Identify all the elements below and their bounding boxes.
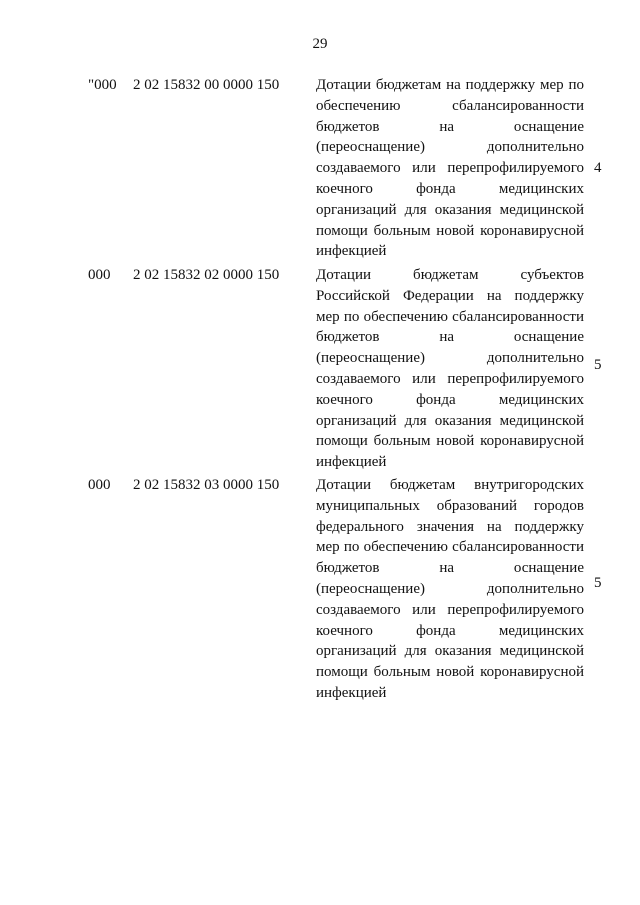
- description-line: инфекцией: [316, 684, 387, 701]
- entry-value: 4: [594, 160, 602, 176]
- description-line: помощи больным новой коронавирусной: [316, 222, 584, 239]
- description-line: создаваемого или перепрофилируемого: [316, 601, 584, 618]
- page-number: 29: [312, 36, 328, 52]
- description-line: организаций для оказания медицинской: [316, 412, 584, 429]
- budget-classification-code: 2 02 15832 00 0000 150: [133, 77, 280, 93]
- admin-code: "000: [88, 77, 117, 93]
- description-line: помощи больным новой коронавирусной: [316, 664, 584, 681]
- description-line: бюджетов на оснащение: [316, 560, 584, 577]
- entry-description: [316, 75, 584, 262]
- entry-value: 5: [594, 575, 602, 591]
- description-line: организаций для оказания медицинской: [316, 201, 584, 218]
- entry-description: [316, 475, 584, 704]
- description-line: создаваемого или перепрофилируемого: [316, 160, 584, 177]
- description-line: коечного фонда медицинских: [316, 391, 584, 408]
- description-line: (переоснащение) дополнительно: [316, 139, 584, 156]
- budget-classification-code: 2 02 15832 03 0000 150: [133, 477, 280, 493]
- description-line: бюджетов на оснащение: [316, 118, 584, 135]
- description-line: муниципальных образований городов: [316, 497, 584, 514]
- description-line: (переоснащение) дополнительно: [316, 350, 584, 367]
- admin-code: 000: [88, 267, 111, 283]
- entry-description: [316, 265, 584, 473]
- description-line: Дотации бюджетам на поддержку мер по: [316, 77, 584, 93]
- description-line: Российской Федерации на поддержку: [316, 287, 584, 304]
- description-line: мер по обеспечению сбалансированности: [316, 539, 584, 556]
- description-line: инфекцией: [316, 243, 387, 260]
- description-line: бюджетов на оснащение: [316, 329, 584, 346]
- description-line: мер по обеспечению сбалансированности: [316, 308, 584, 325]
- description-line: Дотации бюджетам субъектов: [316, 267, 584, 283]
- description-line: помощи больным новой коронавирусной: [316, 433, 584, 450]
- description-line: создаваемого или перепрофилируемого: [316, 370, 584, 387]
- description-line: коечного фонда медицинских: [316, 622, 584, 639]
- budget-classification-code: 2 02 15832 02 0000 150: [133, 267, 280, 283]
- description-line: (переоснащение) дополнительно: [316, 580, 584, 597]
- entry-value: 5: [594, 357, 602, 373]
- description-line: федерального значения на поддержку: [316, 518, 584, 535]
- description-line: Дотации бюджетам внутригородских: [316, 477, 584, 493]
- description-line: инфекцией: [316, 454, 387, 471]
- description-line: обеспечению сбалансированности: [316, 97, 584, 114]
- admin-code: 000: [88, 477, 111, 493]
- description-line: организаций для оказания медицинской: [316, 643, 584, 660]
- description-line: коечного фонда медицинских: [316, 180, 584, 197]
